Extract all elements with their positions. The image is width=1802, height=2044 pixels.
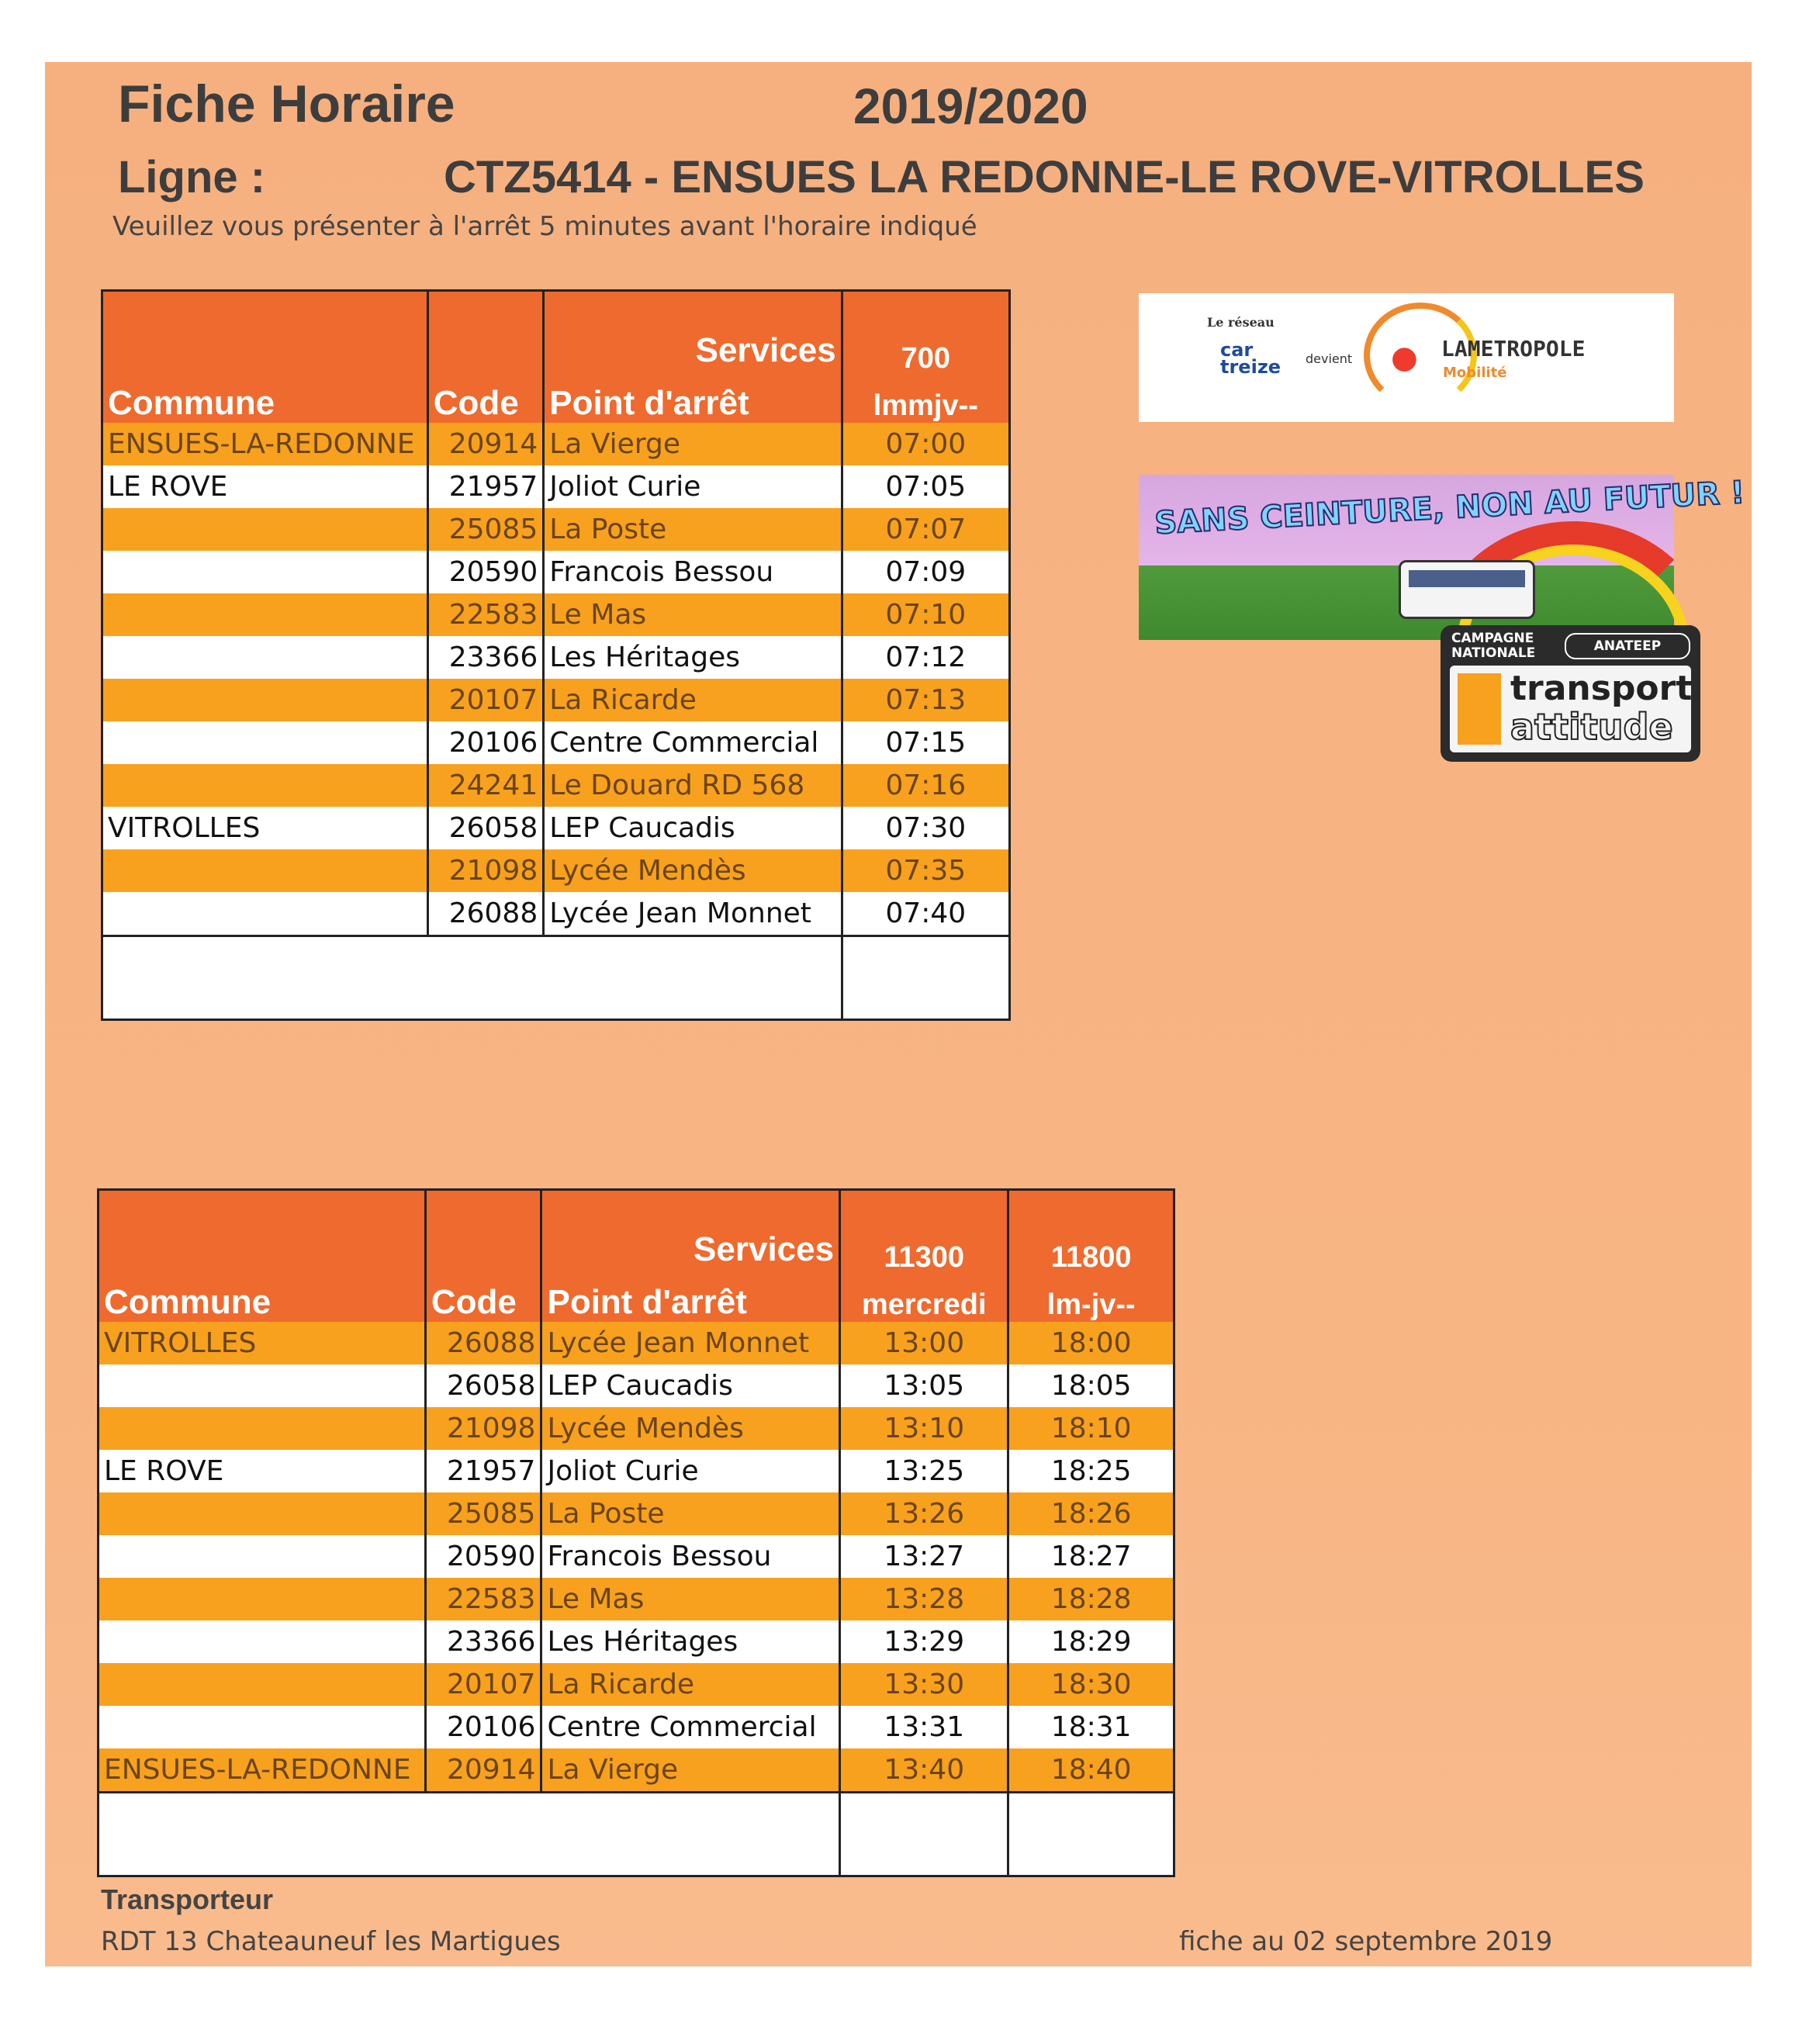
line-label: Ligne : <box>118 152 266 202</box>
departure-time-cell: 18:05 <box>1008 1364 1174 1407</box>
stop-code-cell: 20590 <box>427 551 543 593</box>
departure-time-cell: 07:13 <box>842 679 1009 721</box>
commune-cell <box>99 1578 426 1620</box>
stop-code-cell: 20914 <box>425 1748 541 1793</box>
departure-time-cell: 13:40 <box>840 1748 1008 1793</box>
network-logo: Le réseau car treize devient ● LAMETROPOLE Mobilité <box>1139 293 1674 422</box>
commune-cell <box>102 892 428 936</box>
departure-time-cell: 18:30 <box>1008 1663 1174 1706</box>
commune-cell: VITROLLES <box>102 807 428 849</box>
departure-time-cell: 18:27 <box>1008 1535 1174 1578</box>
arrival-notice: Veuillez vous présenter à l'arrêt 5 minutes avant l'horaire indiqué <box>112 211 977 242</box>
empty-row <box>102 936 1010 1019</box>
table-row <box>102 465 1010 508</box>
departure-time-cell: 13:05 <box>840 1364 1008 1407</box>
departure-time-cell: 07:09 <box>842 551 1009 593</box>
departure-time-cell: 18:40 <box>1008 1748 1174 1793</box>
stop-code-cell: 20590 <box>425 1535 541 1578</box>
departure-time-cell: 13:28 <box>840 1578 1008 1620</box>
stop-code-cell: 23366 <box>427 636 543 679</box>
stop-code-cell: 21098 <box>427 849 543 892</box>
commune-cell: VITROLLES <box>99 1322 426 1364</box>
departure-time-cell: 18:29 <box>1008 1620 1174 1663</box>
table-row <box>102 721 1010 764</box>
stop-code-cell: 26088 <box>427 892 543 936</box>
stop-code-cell: 21957 <box>427 465 543 508</box>
departure-time-cell: 07:30 <box>842 807 1009 849</box>
table-row <box>99 1620 1174 1663</box>
stop-name-cell: Centre Commercial <box>544 721 842 764</box>
commune-cell <box>102 721 428 764</box>
departure-time-cell: 07:15 <box>842 721 1009 764</box>
stop-name-cell: Le Douard RD 568 <box>544 764 842 807</box>
departure-time-cell: 07:10 <box>842 593 1009 636</box>
stop-code-cell: 26058 <box>427 807 543 849</box>
commune-cell <box>102 508 428 551</box>
stop-name-cell: Francois Bessou <box>541 1535 840 1578</box>
school-year: 2019/2020 <box>853 78 1088 134</box>
stop-code-cell: 22583 <box>425 1578 541 1620</box>
commune-cell <box>99 1364 426 1407</box>
departure-time-cell: 13:26 <box>840 1492 1008 1535</box>
commune-cell <box>102 849 428 892</box>
carrier-name: RDT 13 Chateauneuf les Martigues <box>101 1926 561 1957</box>
table-row <box>99 1706 1174 1748</box>
commune-cell: LE ROVE <box>102 465 428 508</box>
stop-name-cell: Lycée Mendès <box>541 1407 840 1450</box>
column-header-commune: Commune <box>102 291 428 423</box>
commune-cell <box>102 679 428 721</box>
stop-name-cell: La Vierge <box>541 1748 840 1793</box>
afternoon-timetable <box>97 1188 1175 1877</box>
departure-time-cell: 13:10 <box>840 1407 1008 1450</box>
departure-time-cell: 07:16 <box>842 764 1009 807</box>
cartreize-logo: car treize <box>1220 339 1281 378</box>
sheet-date: fiche au 02 septembre 2019 <box>1179 1926 1553 1957</box>
stop-code-cell: 20106 <box>425 1706 541 1748</box>
commune-cell <box>99 1492 426 1535</box>
column-header-service-700: 700 lmmjv-- <box>842 291 1009 423</box>
stop-name-cell: Centre Commercial <box>541 1706 840 1748</box>
metropole-mark-icon: ● <box>1391 340 1418 375</box>
departure-time-cell: 07:35 <box>842 849 1009 892</box>
table-row <box>102 679 1010 721</box>
page-title: Fiche Horaire <box>118 74 455 133</box>
table-row <box>99 1578 1174 1620</box>
safety-campaign-poster <box>1139 475 1746 640</box>
commune-cell: ENSUES-LA-REDONNE <box>99 1748 426 1793</box>
transport-attitude-badge: CAMPAGNE NATIONALE ANATEEP transport attitude <box>1441 625 1700 762</box>
pedestrian-icon <box>1458 673 1501 745</box>
departure-time-cell: 18:25 <box>1008 1450 1174 1492</box>
carrier-label: Transporteur <box>101 1883 274 1915</box>
stop-name-cell: Le Mas <box>544 593 842 636</box>
departure-time-cell: 07:12 <box>842 636 1009 679</box>
table-row <box>102 636 1010 679</box>
commune-cell <box>102 593 428 636</box>
table-row <box>99 1322 1174 1364</box>
departure-time-cell: 18:00 <box>1008 1322 1174 1364</box>
column-header-stop: Services Point d'arrêt <box>544 291 842 423</box>
departure-time-cell: 13:25 <box>840 1450 1008 1492</box>
stop-code-cell: 25085 <box>425 1492 541 1535</box>
departure-time-cell: 18:10 <box>1008 1407 1174 1450</box>
stop-code-cell: 20914 <box>427 423 543 465</box>
stop-name-cell: Lycée Jean Monnet <box>544 892 842 936</box>
commune-cell <box>102 636 428 679</box>
departure-time-cell: 13:00 <box>840 1322 1008 1364</box>
table-row <box>102 551 1010 593</box>
departure-time-cell: 07:40 <box>842 892 1009 936</box>
commune-cell <box>102 551 428 593</box>
services-label: Services <box>695 330 836 369</box>
stop-name-cell: Le Mas <box>541 1578 840 1620</box>
departure-time-cell: 13:29 <box>840 1620 1008 1663</box>
stop-name-cell: La Poste <box>544 508 842 551</box>
commune-cell: LE ROVE <box>99 1450 426 1492</box>
table-row <box>99 1535 1174 1578</box>
stop-code-cell: 25085 <box>427 508 543 551</box>
column-header-stop: Services Point d'arrêt <box>541 1190 840 1322</box>
table-row <box>99 1492 1174 1535</box>
commune-cell <box>99 1535 426 1578</box>
table-row <box>99 1364 1174 1407</box>
commune-cell <box>99 1407 426 1450</box>
stop-name-cell: La Vierge <box>544 423 842 465</box>
commune-cell <box>99 1620 426 1663</box>
stop-name-cell: Lycée Jean Monnet <box>541 1322 840 1364</box>
departure-time-cell: 13:27 <box>840 1535 1008 1578</box>
commune-cell <box>99 1663 426 1706</box>
stop-name-cell: LEP Caucadis <box>544 807 842 849</box>
stop-code-cell: 20107 <box>427 679 543 721</box>
departure-time-cell: 13:31 <box>840 1706 1008 1748</box>
bus-icon <box>1399 560 1535 619</box>
table-row <box>102 508 1010 551</box>
departure-time-cell: 18:31 <box>1008 1706 1174 1748</box>
stop-name-cell: Joliot Curie <box>541 1450 840 1492</box>
stop-name-cell: Francois Bessou <box>544 551 842 593</box>
stop-name-cell: Les Héritages <box>541 1620 840 1663</box>
departure-time-cell: 07:05 <box>842 465 1009 508</box>
departure-time-cell: 07:07 <box>842 508 1009 551</box>
metropole-logo-text: LAMETROPOLE <box>1441 336 1586 361</box>
commune-cell <box>99 1706 426 1748</box>
anateep-logo: ANATEEP <box>1565 633 1690 659</box>
poster-slogan: SANS CEINTURE, NON AU FUTUR ! <box>1153 475 1746 541</box>
stop-code-cell: 20106 <box>427 721 543 764</box>
stop-code-cell: 24241 <box>427 764 543 807</box>
table-row <box>99 1407 1174 1450</box>
table-row <box>102 892 1010 936</box>
table-row <box>102 593 1010 636</box>
table-row <box>99 1450 1174 1492</box>
table-row <box>102 849 1010 892</box>
stop-code-cell: 21957 <box>425 1450 541 1492</box>
stop-name-cell: La Ricarde <box>541 1663 840 1706</box>
line-name: CTZ5414 - ENSUES LA REDONNE-LE ROVE-VITROLLES <box>444 152 1645 202</box>
table-row <box>102 807 1010 849</box>
column-header-code: Code <box>425 1190 541 1322</box>
commune-cell <box>102 764 428 807</box>
stop-name-cell: Joliot Curie <box>544 465 842 508</box>
column-header-service-11300: 11300 mercredi <box>840 1190 1008 1322</box>
departure-time-cell: 18:26 <box>1008 1492 1174 1535</box>
services-label: Services <box>693 1230 835 1268</box>
stop-name-cell: La Ricarde <box>544 679 842 721</box>
table-row <box>99 1748 1174 1793</box>
stop-name-cell: Lycée Mendès <box>544 849 842 892</box>
stop-code-cell: 23366 <box>425 1620 541 1663</box>
empty-row <box>99 1792 1174 1876</box>
table-row <box>102 423 1010 465</box>
stop-code-cell: 22583 <box>427 593 543 636</box>
column-header-code: Code <box>427 291 543 423</box>
stop-name-cell: La Poste <box>541 1492 840 1535</box>
stop-name-cell: LEP Caucadis <box>541 1364 840 1407</box>
morning-timetable <box>101 289 1011 1021</box>
column-header-service-11800: 11800 lm-jv-- <box>1008 1190 1174 1322</box>
stop-code-cell: 20107 <box>425 1663 541 1706</box>
stop-name-cell: Les Héritages <box>544 636 842 679</box>
departure-time-cell: 18:28 <box>1008 1578 1174 1620</box>
stop-code-cell: 21098 <box>425 1407 541 1450</box>
stop-code-cell: 26058 <box>425 1364 541 1407</box>
stop-code-cell: 26088 <box>425 1322 541 1364</box>
column-header-commune: Commune <box>99 1190 426 1322</box>
commune-cell: ENSUES-LA-REDONNE <box>102 423 428 465</box>
departure-time-cell: 13:30 <box>840 1663 1008 1706</box>
departure-time-cell: 07:00 <box>842 423 1009 465</box>
table-row <box>102 764 1010 807</box>
table-row <box>99 1663 1174 1706</box>
